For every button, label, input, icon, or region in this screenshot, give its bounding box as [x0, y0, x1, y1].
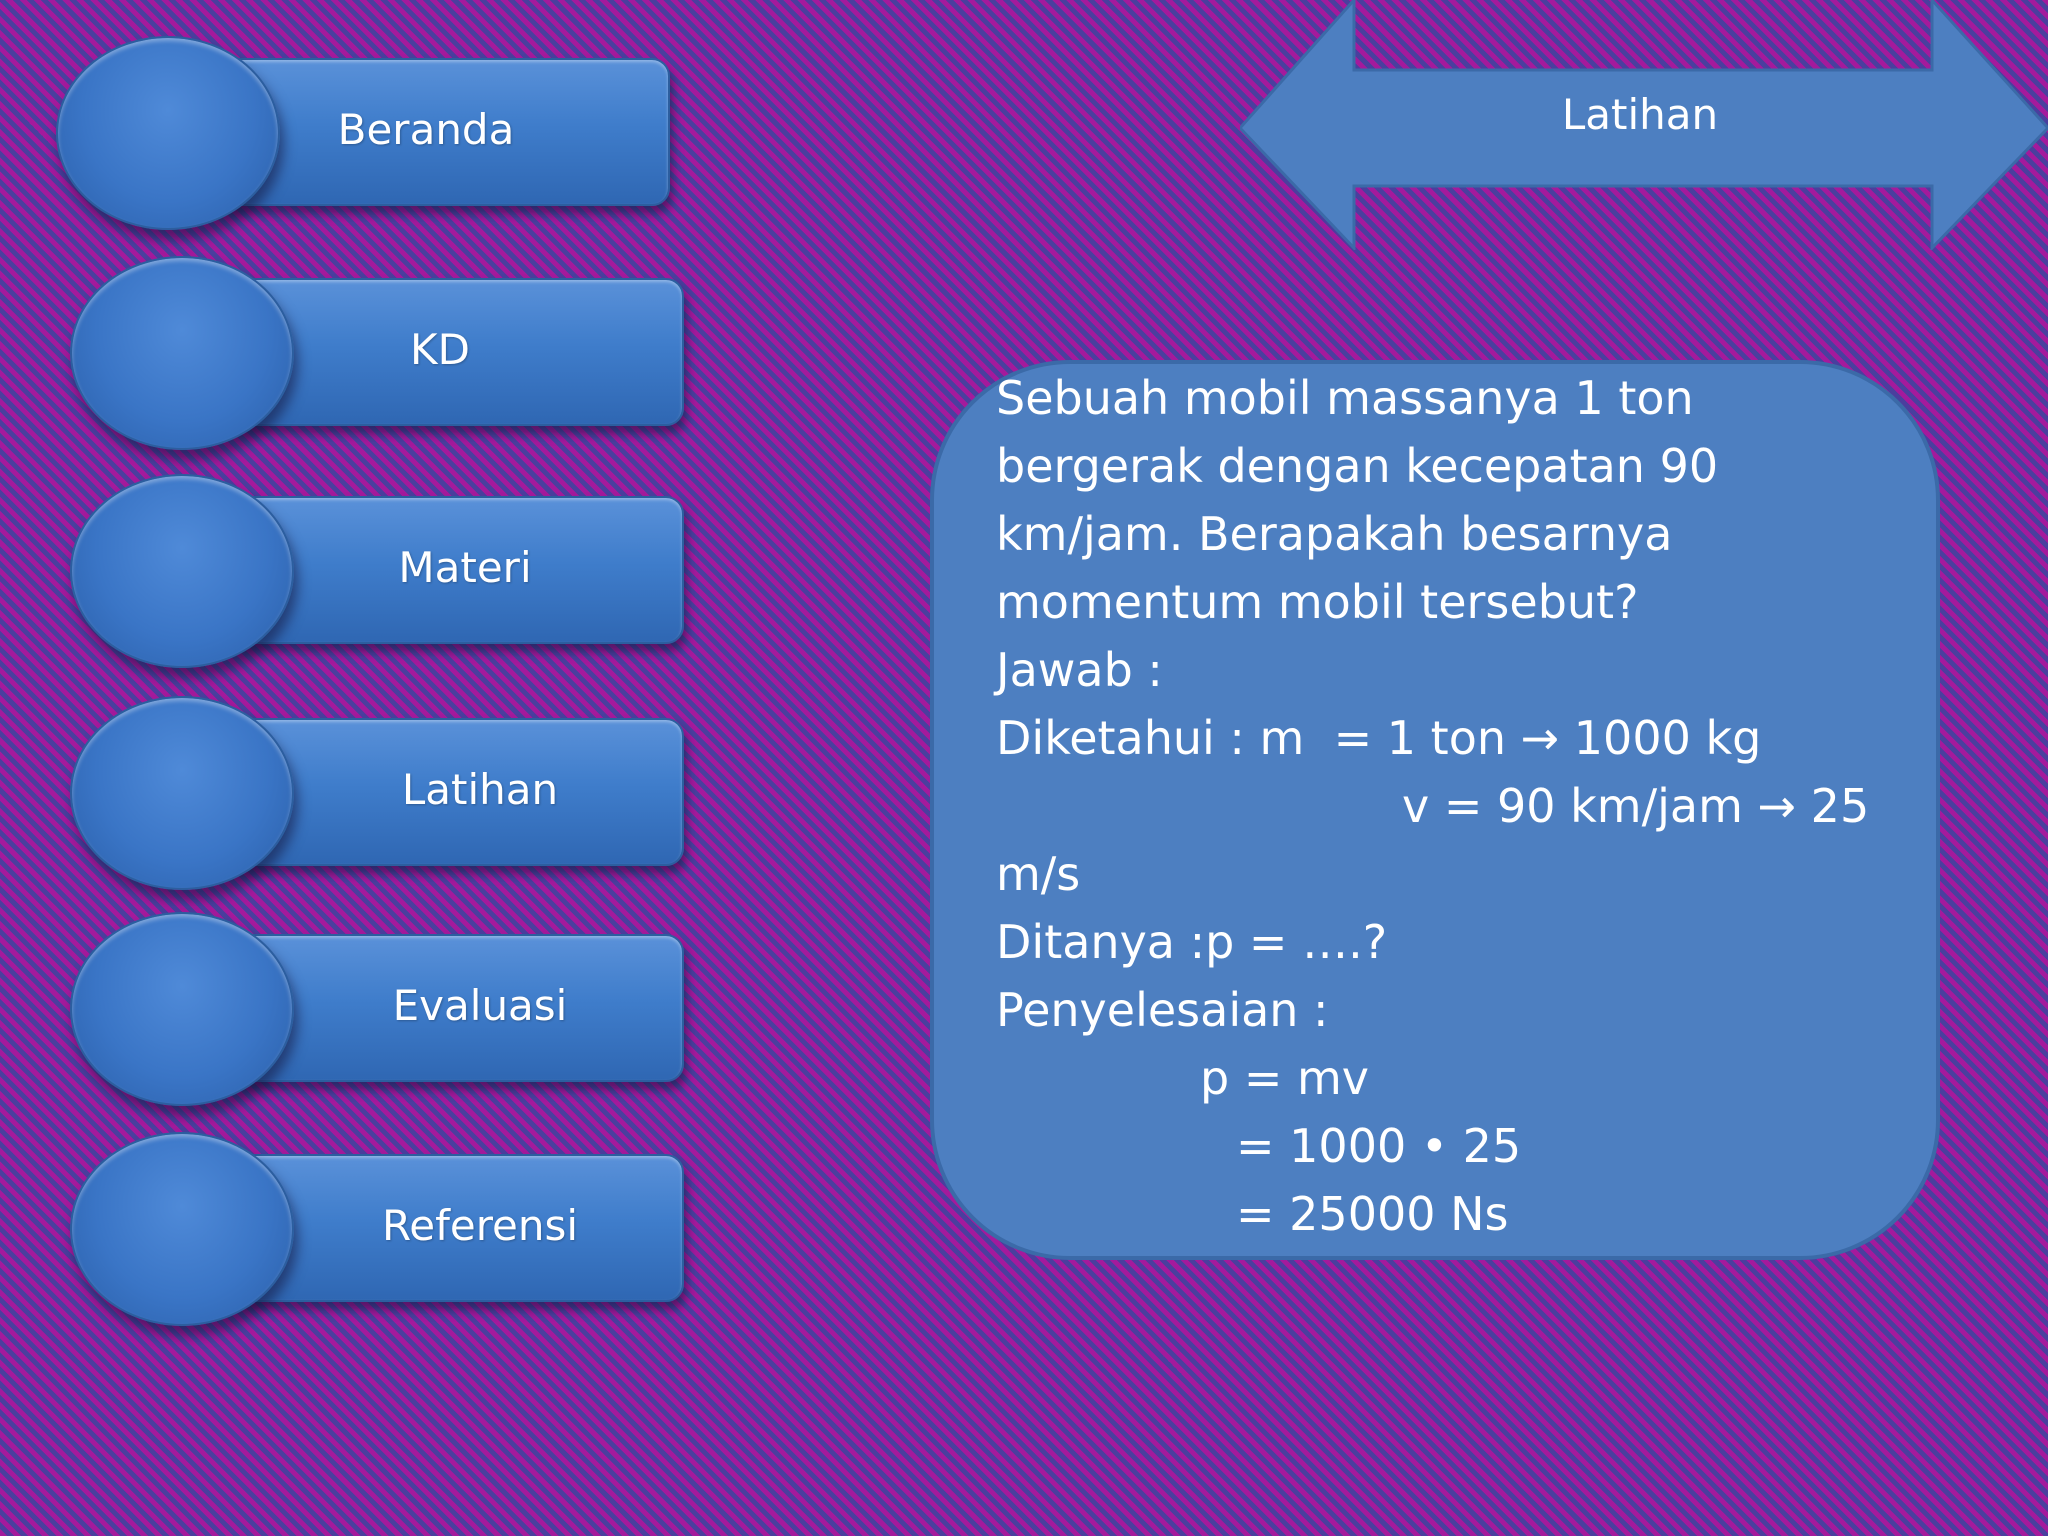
problem-line: km/jam. Berapakah besarnya [996, 507, 1673, 561]
page-title: Latihan [1561, 90, 1719, 139]
nav-button-evaluasi[interactable] [70, 912, 710, 1112]
nav-button-referensi[interactable] [70, 1132, 710, 1332]
nav-button-knob [70, 1132, 294, 1326]
nav-button-kd[interactable] [70, 256, 710, 456]
nav-button-label: Referensi [381, 1201, 579, 1250]
nav-button-label: Beranda [337, 105, 515, 154]
nav-button-label: KD [410, 325, 470, 374]
nav-button-label: Latihan [401, 765, 559, 814]
title-banner [1240, 0, 2048, 250]
nav-button-label: Materi [398, 543, 532, 592]
answer-heading: Jawab : [996, 643, 1163, 697]
problem-line: bergerak dengan kecepatan 90 [996, 439, 1719, 493]
nav-button-beranda[interactable] [56, 36, 696, 236]
nav-button-latihan[interactable] [70, 696, 710, 896]
known-line: v = 90 km/jam → 25 [1402, 779, 1870, 833]
known-line: Diketahui : m = 1 ton → 1000 kg [996, 711, 1762, 765]
nav-button-knob [70, 696, 294, 890]
solution-heading: Penyelesaian : [996, 983, 1329, 1037]
asked-line: Ditanya :p = ….? [996, 915, 1388, 969]
solution-line: = 1000 • 25 [1236, 1119, 1522, 1173]
known-line: m/s [996, 847, 1081, 901]
problem-line: momentum mobil tersebut? [996, 575, 1639, 629]
nav-button-knob [70, 256, 294, 450]
nav-button-label: Evaluasi [392, 981, 568, 1030]
nav-button-knob [70, 912, 294, 1106]
nav-button-knob [56, 36, 280, 230]
nav-button-materi[interactable] [70, 474, 710, 674]
exercise-panel [930, 360, 1940, 1260]
problem-line: Sebuah mobil massanya 1 ton [996, 371, 1694, 425]
nav-button-knob [70, 474, 294, 668]
solution-line: = 25000 Ns [1236, 1187, 1509, 1241]
solution-line: p = mv [1200, 1051, 1370, 1105]
